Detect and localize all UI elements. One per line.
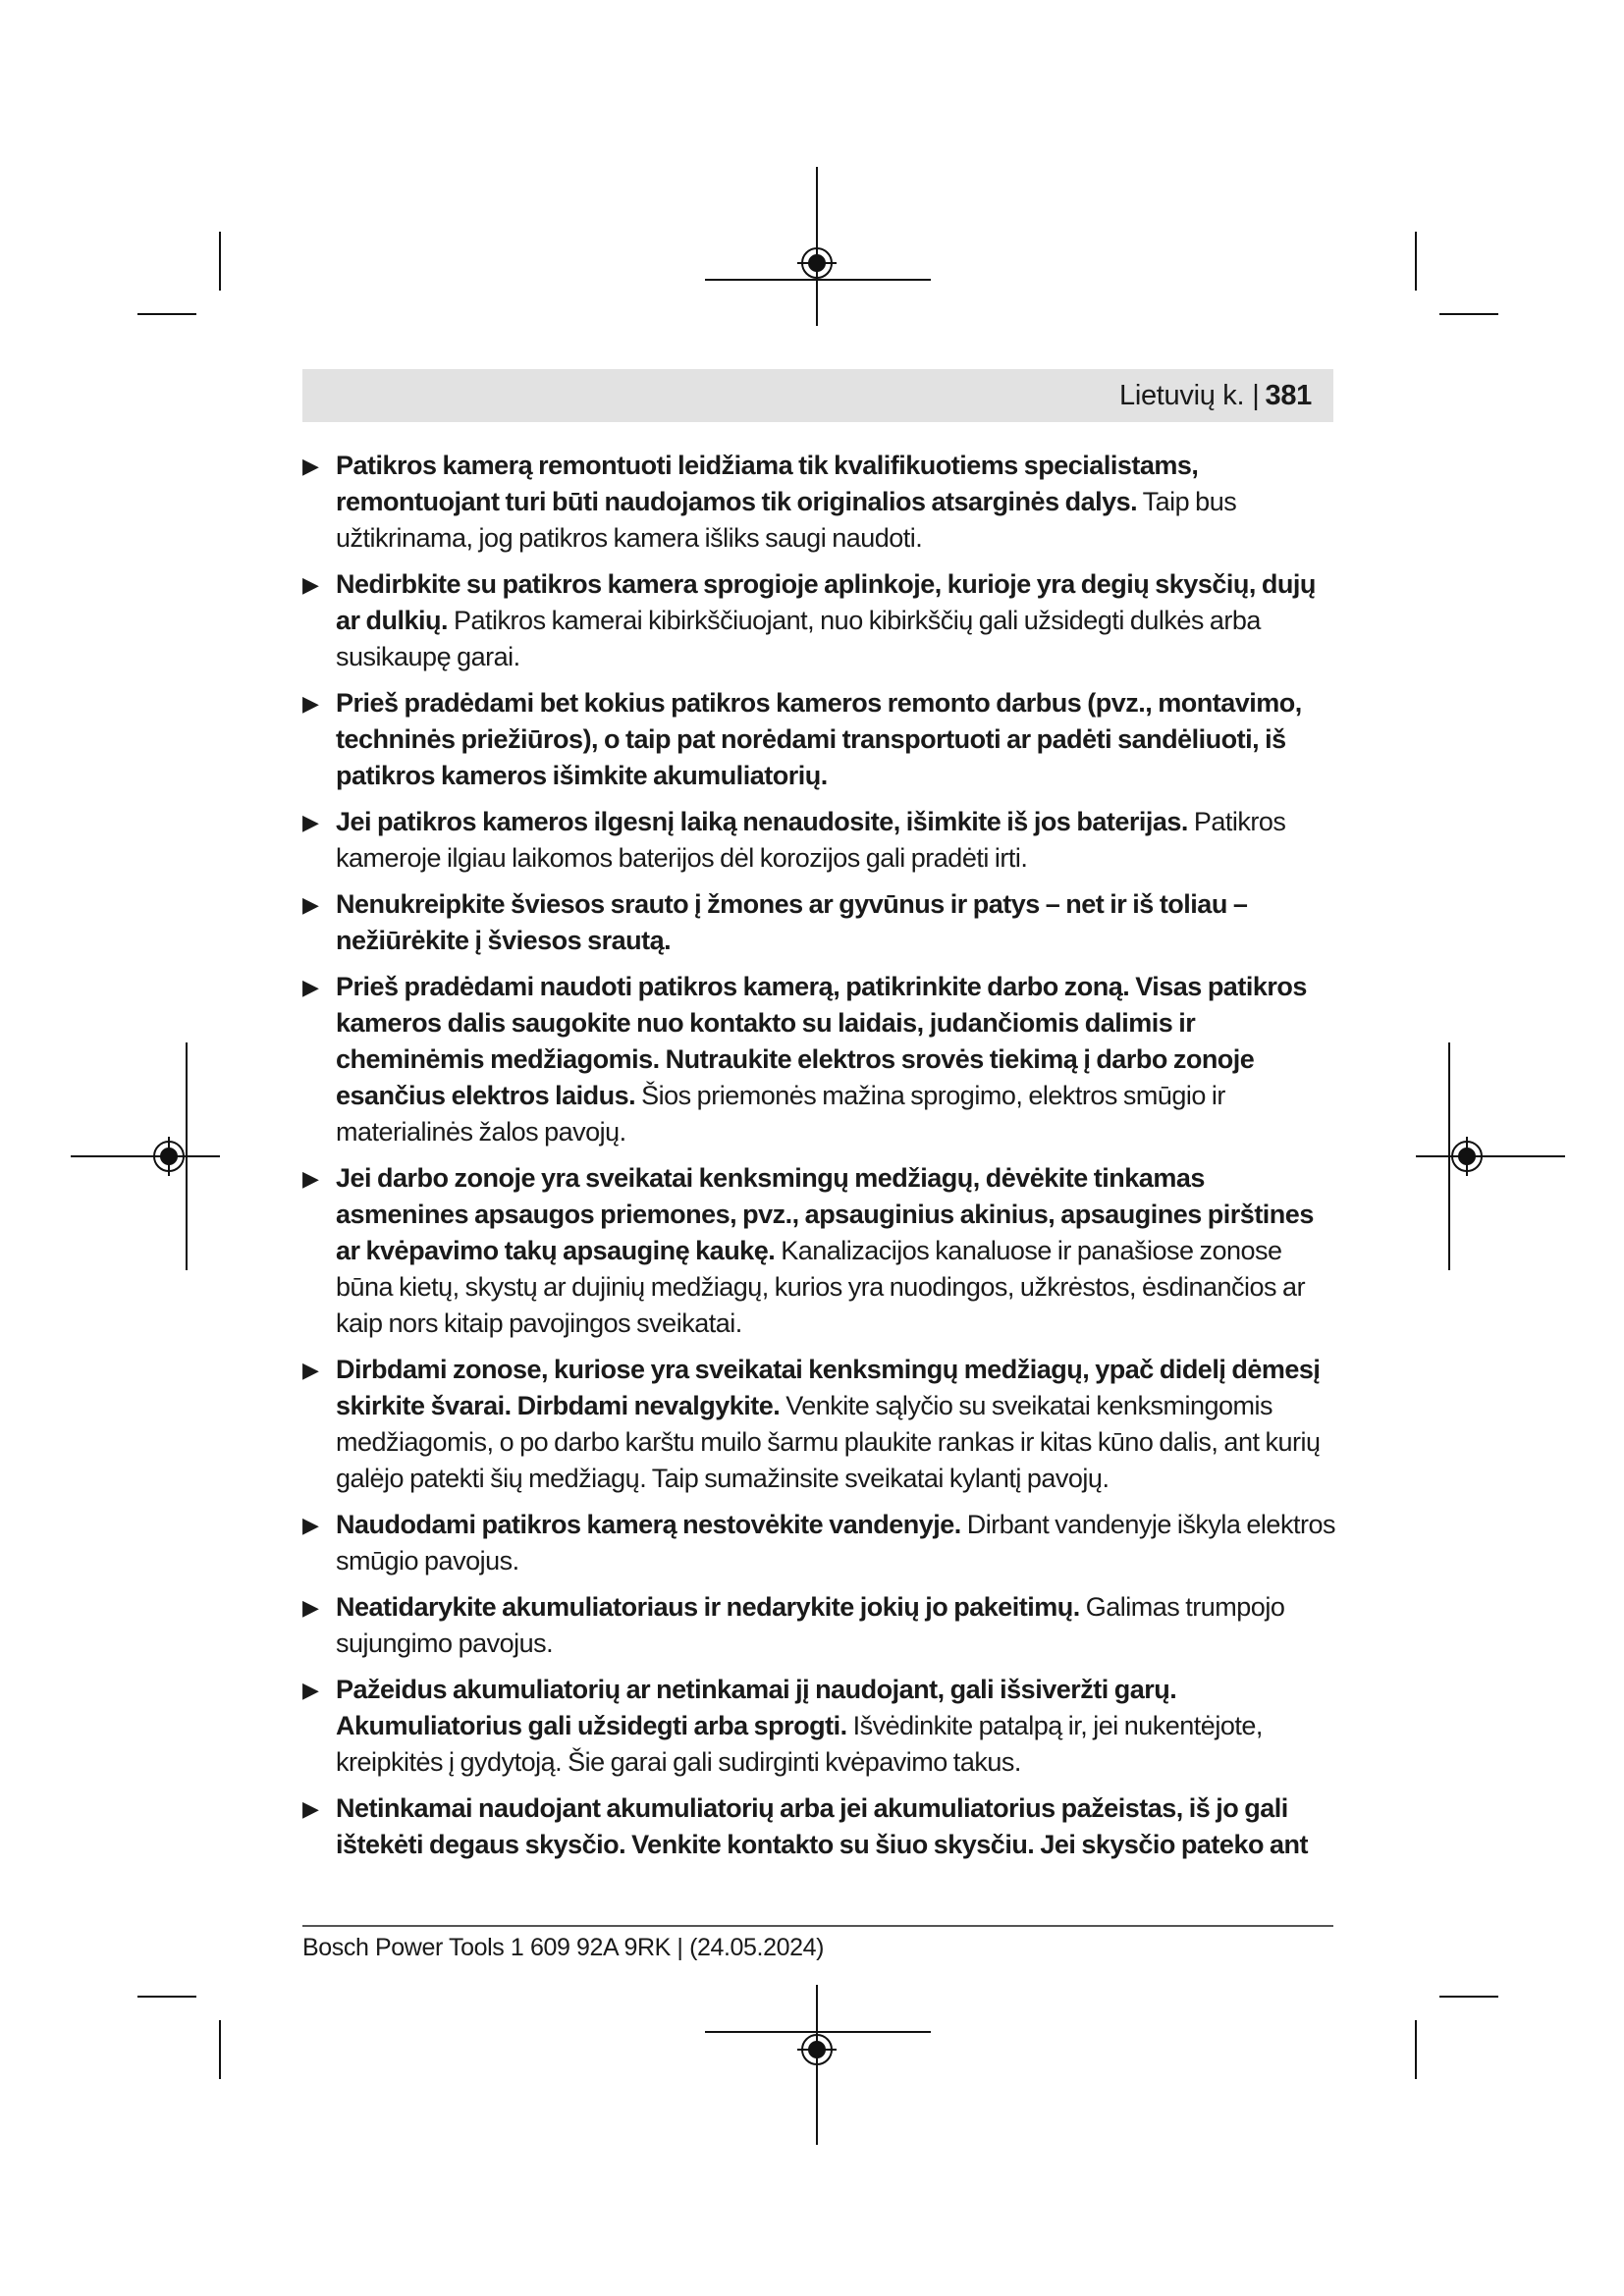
registration-target-left (71, 1042, 220, 1270)
item-bold-text: Netinkamai naudojant akumuliatorių arba jei akumuliatorius pažeistas, iš jo gali ištekėti degaus skysčio. Venkite kontakto su šiuo skysčiu. Jei skysčio pateko ant (336, 1793, 1308, 1859)
bullet-arrow-icon: ▶ (302, 1678, 319, 1702)
list-item (302, 448, 1341, 557)
item-normal-text: Patikros kamerai kibirkščiuojant, nuo kibirkščių gali užsidegti dulkės arba susikaupę garai. (336, 606, 1261, 671)
list-item (302, 685, 1341, 794)
page-header (302, 369, 1333, 422)
list-item (302, 566, 1341, 675)
item-bold-text: Prieš pradėdami naudoti patikros kamerą, patikrinkite darbo zoną. Visas patikros kameros dalis saugokite nuo kontakto su laidais, judančiomis dalimis ir cheminėmis medžiagomis. Nutraukite elektros srovės tiekimą į darbo zonoje esančius elektros laidus. (336, 972, 1307, 1110)
item-bold-text: Prieš pradėdami bet kokius patikros kameros remonto darbus (pvz., montavimo, techninės priežiūros), o taip pat norėdami transportuoti ar padėti sandėliuoti, iš patikros kameros išimkite akumuliatorių. (336, 688, 1302, 790)
header-separator: | (1252, 380, 1260, 411)
item-bold-text: Patikros kamerą remontuoti leidžiama tik kvalifikuotiems specialistams, remontuojant turi būti naudojamos tik originalios atsarginės dalys. (336, 451, 1199, 516)
list-item (302, 1507, 1341, 1579)
item-bold-text: Neatidarykite akumuliatoriaus ir nedarykite jokių jo pakeitimų. (336, 1592, 1080, 1622)
item-bold-text: Naudodami patikros kamerą nestovėkite vandenyje. (336, 1510, 961, 1539)
bullet-arrow-icon: ▶ (302, 1595, 319, 1620)
page-footer: Bosch Power Tools 1 609 92A 9RK | (24.05.2024) (302, 1934, 825, 1961)
item-normal-text: Šios priemonės mažina sprogimo, elektros smūgio ir materialinės žalos pavojų. (336, 1081, 1225, 1147)
header-language: Lietuvių k. (1118, 380, 1245, 411)
registration-target-top (705, 167, 931, 326)
footer-divider (302, 1925, 1333, 1927)
list-item (302, 1790, 1341, 1863)
bullet-arrow-icon: ▶ (302, 1513, 319, 1537)
registration-target-bottom (705, 1985, 931, 2145)
bullet-arrow-icon: ▶ (302, 975, 319, 999)
bullet-arrow-icon: ▶ (302, 892, 319, 917)
item-normal-text: Venkite sąlyčio su sveikatai kenksmingomis medžiagomis, o po darbo karštu muilo šarmu plaukite rankas ir kitas kūno dalis, ant kurių galėjo patekti šių medžiagų. Taip sumažinsite sveikatai kylantį pavojų. (336, 1391, 1321, 1493)
bullet-arrow-icon: ▶ (302, 691, 319, 716)
safety-instructions-list (302, 448, 1341, 1873)
header-text (1119, 379, 1312, 412)
list-item (302, 1672, 1341, 1781)
item-bold-text: Dirbdami zonose, kuriose yra sveikatai kenksmingų medžiagų, ypač didelį dėmesį skirkite švarai. Dirbdami nevalgykite. (336, 1355, 1321, 1420)
item-bold-text: Pažeidus akumuliatorių ar netinkamai jį naudojant, gali išsiveržti garų. Akumuliatorius gali užsidegti arba sprogti. (336, 1675, 1177, 1740)
list-item (302, 886, 1341, 959)
bullet-arrow-icon: ▶ (302, 572, 319, 597)
bullet-arrow-icon: ▶ (302, 454, 319, 478)
bullet-arrow-icon: ▶ (302, 810, 319, 834)
registration-target-right (1416, 1042, 1565, 1270)
item-normal-text: Taip bus užtikrinama, jog patikros kamera išliks saugi naudoti. (336, 487, 1237, 553)
item-bold-text: Nenukreipkite šviesos srauto į žmones ar gyvūnus ir patys – net ir iš toliau – nežiūrėkite į šviesos srautą. (336, 889, 1248, 955)
item-normal-text: Kanalizacijos kanaluose ir panašiose zonose būna kietų, skystų ar dujinių medžiagų, kurios yra nuodingos, užkrėstos, ėsdinančios ar kaip nors kitaip pavojingos sveikatai. (336, 1236, 1306, 1338)
item-bold-text: Nedirbkite su patikros kamera sprogioje aplinkoje, kurioje yra degių skysčių, dujų ar dulkių. (336, 569, 1316, 635)
item-normal-text: Dirbant vandenyje iškyla elektros smūgio pavojus. (336, 1510, 1335, 1575)
page-number: 381 (1265, 380, 1312, 411)
list-item (302, 969, 1341, 1150)
list-item (302, 1589, 1341, 1662)
bullet-arrow-icon: ▶ (302, 1166, 319, 1191)
list-item (302, 1160, 1341, 1342)
item-normal-text: Galimas trumpojo sujungimo pavojus. (336, 1592, 1285, 1658)
bullet-arrow-icon: ▶ (302, 1796, 319, 1821)
item-bold-text: Jei darbo zonoje yra sveikatai kenksmingų medžiagų, dėvėkite tinkamas asmenines apsaugos priemones, pvz., apsauginius akinius, apsaugines pirštines ar kvėpavimo takų apsauginę kaukę. (336, 1163, 1314, 1265)
item-bold-text: Jei patikros kameros ilgesnį laiką nenaudosite, išimkite iš jos baterijas. (336, 807, 1188, 836)
item-normal-text: Patikros kameroje ilgiau laikomos baterijos dėl korozijos gali pradėti irti. (336, 807, 1286, 873)
list-item (302, 804, 1341, 877)
item-normal-text: Išvėdinkite patalpą ir, jei nukentėjote, kreipkitės į gydytoją. Šie garai gali sudirginti kvėpavimo takus. (336, 1711, 1263, 1777)
bullet-arrow-icon: ▶ (302, 1358, 319, 1382)
list-item (302, 1352, 1341, 1497)
